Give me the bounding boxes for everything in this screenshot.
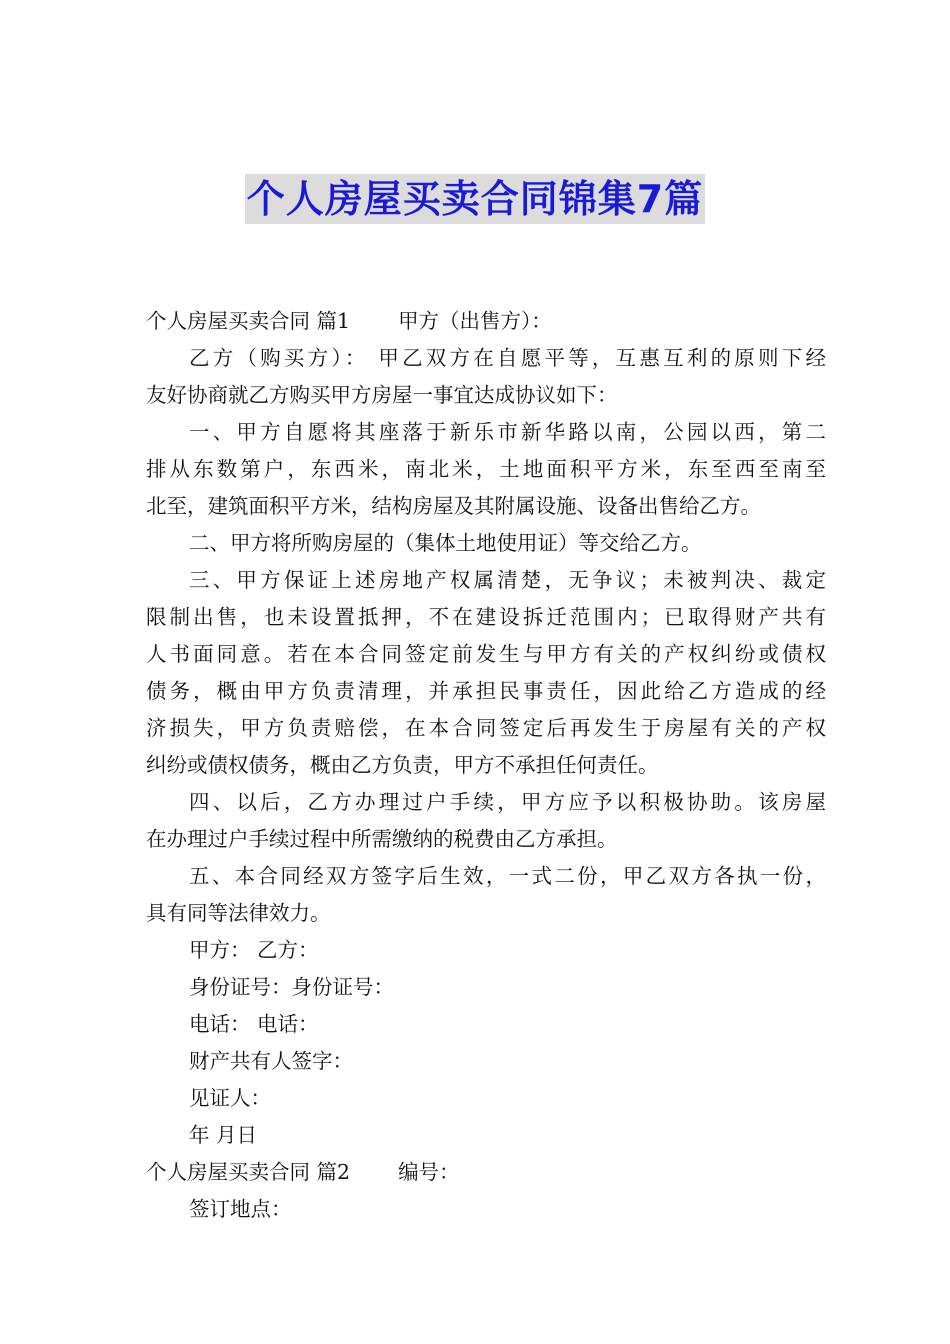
co-owner-signature-line: 财产共有人签字： bbox=[189, 1049, 353, 1073]
section-heading-1 bbox=[146, 303, 826, 340]
paragraph-line: 人书面同意。若在本合同签定前发生与甲方有关的产权纠纷或债权 bbox=[146, 642, 826, 666]
id-number-line: 身份证号：身份证号： bbox=[189, 975, 394, 999]
paragraph-line: 乙方（购买方）： 甲乙双方在自愿平等，互惠互利的原则下经 bbox=[189, 346, 826, 370]
paragraph-line: 友好协商就乙方购买甲方房屋一事宜达成协议如下： bbox=[146, 383, 618, 407]
party-a-label: 甲方（出售方）： bbox=[398, 309, 552, 333]
paragraph-line: 五、本合同经双方签字后生效，一式二份，甲乙双方各执一份， bbox=[189, 864, 826, 888]
document-title: 个人房屋买卖合同锦集7篇 bbox=[245, 174, 705, 224]
title-wrap bbox=[0, 174, 950, 224]
paragraph-line: 具有同等法律效力。 bbox=[146, 901, 331, 925]
paragraph-line: 三、甲方保证上述房地产权属清楚，无争议；未被判决、裁定 bbox=[189, 568, 826, 592]
paragraph-line: 北至，建筑面积平方米，结构房屋及其附属设施、设备出售给乙方。 bbox=[146, 494, 761, 518]
witness-line: 见证人： bbox=[189, 1086, 271, 1110]
signing-location-line: 签订地点： bbox=[189, 1197, 292, 1221]
paragraph-line: 济损失，甲方负责赔偿，在本合同签定后再发生于房屋有关的产权 bbox=[146, 716, 826, 740]
contract-number-label: 编号： bbox=[398, 1160, 460, 1184]
paragraph-line: 纠纷或债权债务，概由乙方负责，甲方不承担任何责任。 bbox=[146, 753, 659, 777]
paragraph-line: 限制出售，也未设置抵押，不在建设拆迁范围内；已取得财产共有 bbox=[146, 605, 826, 629]
paragraph-line: 排从东数第户，东西米，南北米，土地面积平方米，东至西至南至 bbox=[146, 457, 826, 481]
section-heading-1-label: 个人房屋买卖合同 篇1 bbox=[146, 309, 351, 333]
paragraph-line: 二、甲方将所购房屋的（集体土地使用证）等交给乙方。 bbox=[189, 531, 702, 555]
section-heading-2 bbox=[146, 1154, 826, 1191]
paragraph-line: 债务，概由甲方负责清理，并承担民事责任，因此给乙方造成的经 bbox=[146, 679, 826, 703]
paragraph-line: 在办理过户手续过程中所需缴纳的税费由乙方承担。 bbox=[146, 827, 618, 851]
signature-line: 甲方： 乙方： bbox=[189, 938, 319, 962]
section-heading-2-label: 个人房屋买卖合同 篇2 bbox=[146, 1160, 351, 1184]
paragraph-line: 一、甲方自愿将其座落于新乐市新华路以南，公园以西，第二 bbox=[189, 420, 826, 444]
paragraph-line: 四、以后，乙方办理过户手续，甲方应予以积极协助。该房屋 bbox=[189, 790, 826, 814]
phone-line: 电话： 电话： bbox=[189, 1012, 319, 1036]
document-body bbox=[146, 303, 826, 1228]
date-line: 年 月日 bbox=[189, 1123, 258, 1147]
